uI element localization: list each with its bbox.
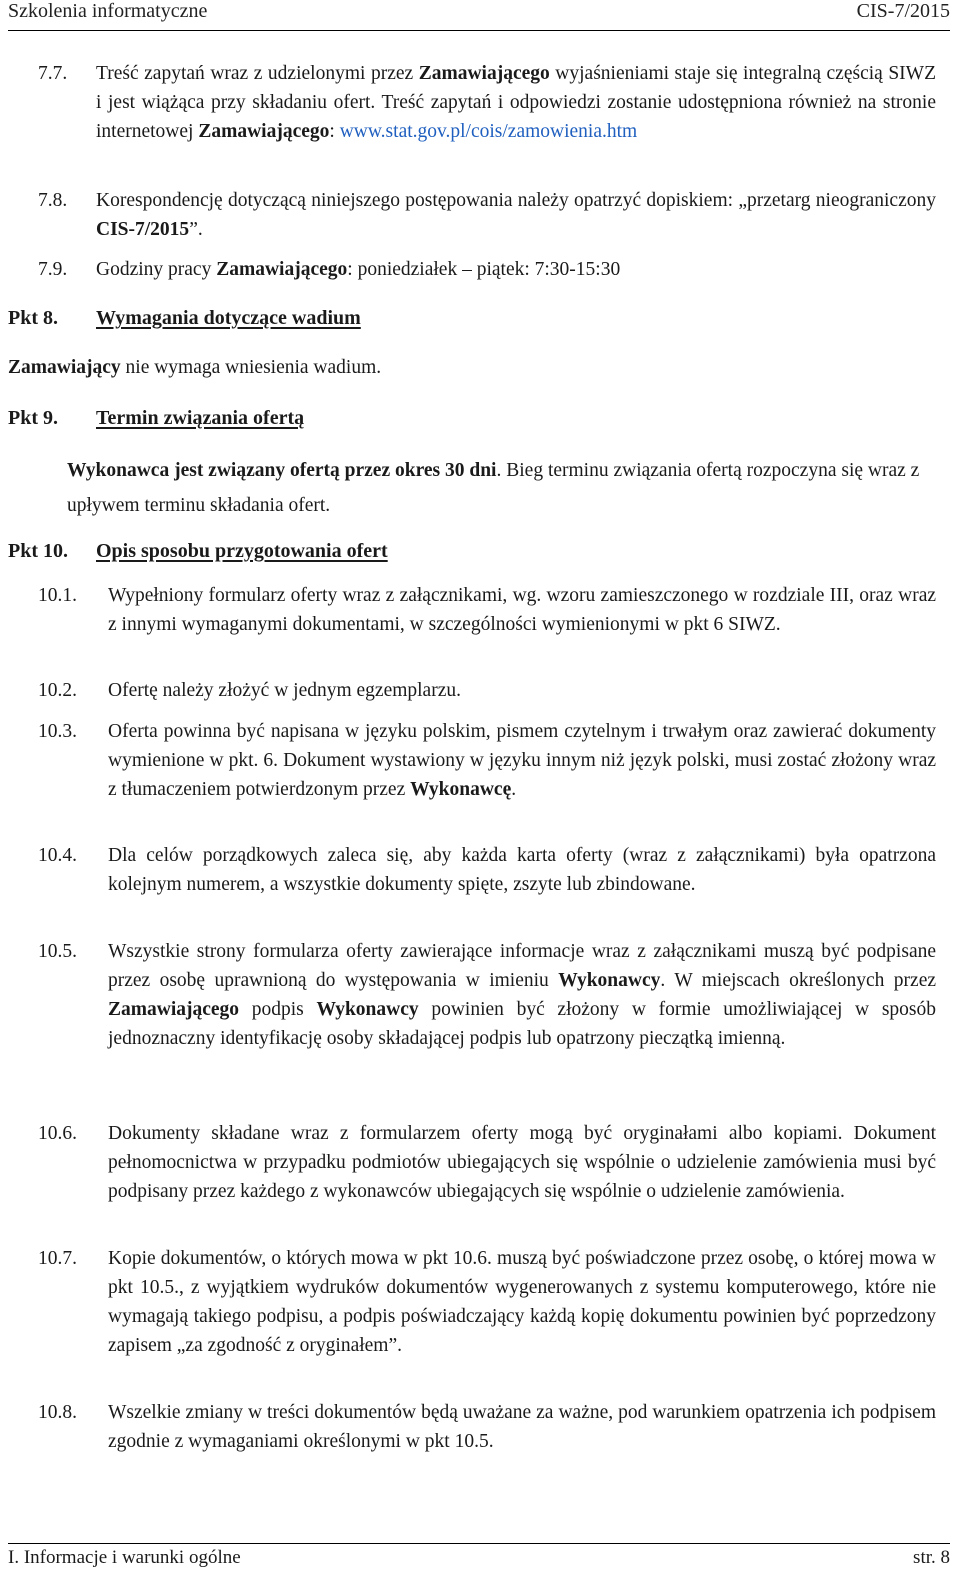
section-number: 10.6. bbox=[38, 1123, 77, 1144]
footer-section-title: I. Informacje i warunki ogólne bbox=[8, 1547, 241, 1568]
section-text: Kopie dokumentów, o których mowa w pkt 10.6. muszą być poświadczone przez osobę, o której mowa w pkt 10.5., z wyjątkiem wydruków dokumentów wygenerowanych z systemu komputerowego, które nie wymagają takiego podpisu, a podpis poświadczający każdą kopię dokumentu powinien być poprzedzony zapisem „za zgodność z oryginałem”. bbox=[108, 1248, 936, 1356]
section-10-3 bbox=[38, 717, 936, 804]
section-number: 7.8. bbox=[38, 190, 68, 211]
section-number: 10.1. bbox=[38, 585, 77, 606]
pkt-title: Wymagania dotyczące wadium bbox=[96, 307, 361, 329]
section-10-2 bbox=[38, 676, 936, 705]
pkt-9-heading bbox=[8, 404, 304, 433]
section-number: 7.9. bbox=[38, 259, 68, 280]
pkt-10-heading bbox=[8, 537, 388, 566]
section-10-8 bbox=[38, 1398, 936, 1456]
pkt-8-text: Zamawiający nie wymaga wniesienia wadium. bbox=[8, 357, 382, 378]
section-number: 7.7. bbox=[38, 63, 68, 84]
section-text: Godziny pracy Zamawiającego: poniedziałek – piątek: 7:30-15:30 bbox=[96, 259, 621, 280]
page-number: str. 8 bbox=[913, 1547, 950, 1568]
section-number: 10.8. bbox=[38, 1402, 77, 1423]
section-7-8 bbox=[38, 186, 936, 244]
pkt-9-text: Wykonawca jest związany ofertą przez okres 30 dni. Bieg terminu związania ofertą rozpoczyna się wraz z upływem terminu składania ofert. bbox=[67, 460, 920, 516]
section-text: Korespondencję dotyczącą niniejszego postępowania należy opatrzyć dopiskiem: „przetarg nieograniczony CIS-7/2015”. bbox=[96, 190, 936, 240]
section-text: Wszystkie strony formularza oferty zawierające informacje wraz z załącznikami muszą być podpisane przez osobę uprawnioną do występowania w imieniu Wykonawcy. W miejscach określonych przez Zamawiającego podpis Wykonawcy powinien być złożony w formie umożliwiającej w sposób jednoznaczny identyfikację osoby składającej podpis lub opatrzony pieczątką imienną. bbox=[108, 941, 937, 1049]
pkt-title: Opis sposobu przygotowania ofert bbox=[96, 540, 388, 562]
header-title: Szkolenia informatyczne bbox=[8, 0, 208, 22]
pkt-number: Pkt 10. bbox=[8, 540, 68, 562]
section-10-7 bbox=[38, 1244, 936, 1360]
section-text: Ofertę należy złożyć w jednym egzemplarzu. bbox=[108, 680, 461, 701]
section-10-6 bbox=[38, 1119, 936, 1206]
section-number: 10.3. bbox=[38, 721, 77, 742]
section-10-1 bbox=[38, 581, 936, 639]
section-7-7 bbox=[38, 59, 936, 146]
page-header bbox=[8, 0, 950, 31]
section-text: Dla celów porządkowych zaleca się, aby każda karta oferty (wraz z załącznikami) była opatrzona kolejnym numerem, a wszystkie dokumenty spięte, zszyte lub zbindowane. bbox=[108, 845, 936, 895]
section-number: 10.7. bbox=[38, 1248, 77, 1269]
section-number: 10.4. bbox=[38, 845, 77, 866]
section-text: Dokumenty składane wraz z formularzem oferty mogą być oryginałami albo kopiami. Dokument pełnomocnictwa w przypadku podmiotów ubiegających się wspólnie o udzielenie zamówienia musi być podpisany przez każdego z wykonawców ubiegających się wspólnie o udzielenie zamówienia. bbox=[108, 1123, 936, 1202]
section-number: 10.5. bbox=[38, 941, 77, 962]
section-10-4 bbox=[38, 841, 936, 899]
section-text: Wszelkie zmiany w treści dokumentów będą uważane za ważne, pod warunkiem opatrzenia ich podpisem zgodnie z wymaganiami określonymi w pkt 10.5. bbox=[108, 1402, 936, 1452]
header-doc-id: CIS-7/2015 bbox=[856, 0, 950, 22]
section-text: Wypełniony formularz oferty wraz z załącznikami, wg. wzoru zamieszczonego w rozdziale III, oraz wraz z innymi wymaganymi dokumentami, w szczególności wymienionymi w pkt 6 SIWZ. bbox=[108, 585, 936, 635]
pkt-number: Pkt 8. bbox=[8, 307, 58, 329]
section-text: Treść zapytań wraz z udzielonymi przez Zamawiającego wyjaśnieniami staje się integralną częścią SIWZ i jest wiążąca przy składaniu ofert. Treść zapytań i odpowiedzi zostanie udostępniona również na stronie internetowej Zamawiającego: www.stat.gov.pl/cois/zamowienia.htm bbox=[96, 63, 936, 142]
section-7-9 bbox=[38, 255, 936, 284]
section-number: 10.2. bbox=[38, 680, 77, 701]
pkt-title: Termin związania ofertą bbox=[96, 407, 305, 429]
pkt-8-heading bbox=[8, 304, 361, 333]
zamowienia-link[interactable]: www.stat.gov.pl/cois/zamowienia.htm bbox=[339, 121, 638, 142]
page-footer bbox=[8, 1543, 950, 1570]
section-10-5 bbox=[38, 937, 936, 1053]
section-text: Oferta powinna być napisana w języku polskim, pismem czytelnym i trwałym oraz zawierać dokumenty wymienione w pkt. 6. Dokument wystawiony w języku innym niż język polski, musi zostać złożony wraz z tłumaczeniem potwierdzonym przez Wykonawcę. bbox=[108, 721, 936, 800]
pkt-number: Pkt 9. bbox=[8, 407, 58, 429]
